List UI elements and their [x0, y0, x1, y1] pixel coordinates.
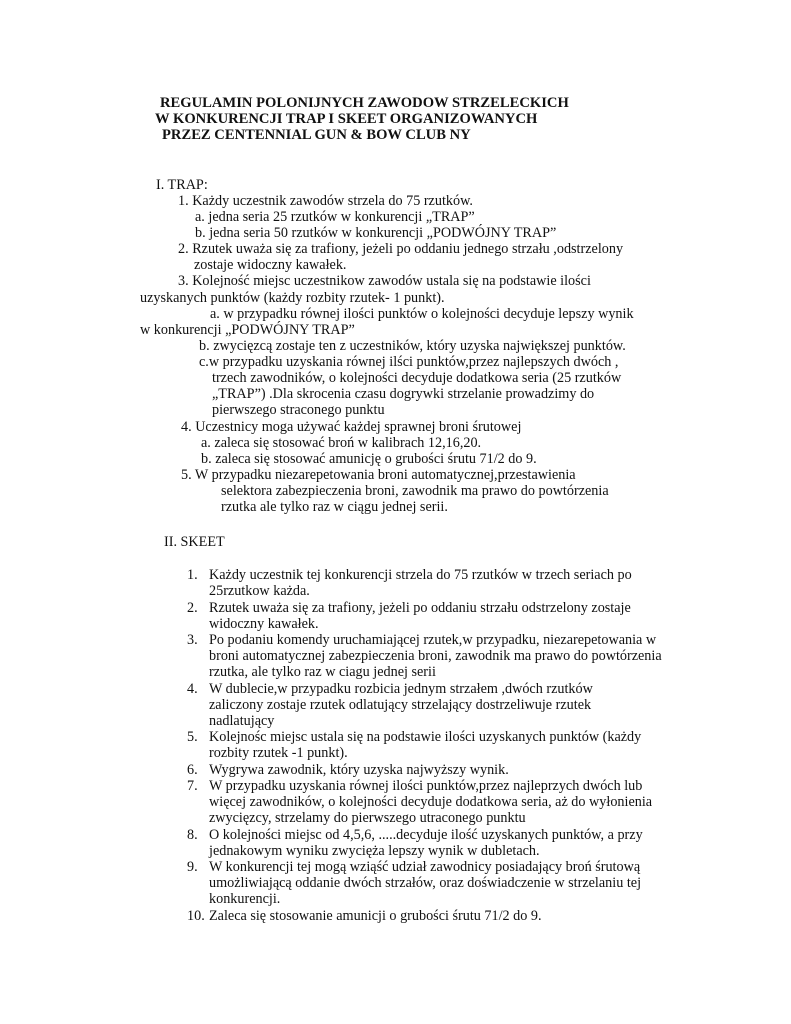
trap-line: 3. Kolejność miejsc uczestnikow zawodów ustala się na podstawie ilości [178, 273, 591, 289]
skeet-line: W przypadku uzyskania równej ilości punktów,przez najleprzych dwóch lub [209, 778, 643, 794]
trap-line: rzutka ale tylko raz w ciągu jednej serii. [221, 499, 448, 515]
skeet-item-number: 2. [187, 600, 198, 616]
skeet-line: nadlatujący [209, 713, 275, 729]
skeet-item-number: 7. [187, 778, 198, 794]
skeet-line: rzutka, ale tylko raz w ciagu jednej serii [209, 664, 436, 680]
trap-line: b. zwycięzcą zostaje ten z uczestników, który uzyska największej punktów. [199, 338, 626, 354]
skeet-line: Rzutek uważa się za trafiony, jeżeli po oddaniu strzału odstrzelony zostaje [209, 600, 631, 616]
trap-line: 5. W przypadku niezarepetowania broni automatycznej,przestawienia [181, 467, 576, 483]
trap-line: pierwszego straconego punktu [212, 402, 385, 418]
title-line-1: REGULAMIN POLONIJNYCH ZAWODOW STRZELECKICH [160, 95, 569, 111]
trap-line: 2. Rzutek uważa się za trafiony, jeżeli po oddaniu jednego strzału ,odstrzelony [178, 241, 624, 257]
trap-line: zostaje widoczny kawałek. [194, 257, 347, 273]
trap-line: b. zaleca się stosować amunicję o grubości śrutu 71/2 do 9. [201, 451, 537, 467]
skeet-line: rozbity rzutek -1 punkt). [209, 745, 348, 761]
skeet-line: O kolejności miejsc od 4,5,6, .....decyduje ilość uzyskanych punktów, a przy [209, 827, 643, 843]
skeet-line: umożliwiającą oddanie dwóch strzałów, oraz doświadczenie w strzelaniu tej [209, 875, 642, 891]
trap-line: a. jedna seria 25 rzutków w konkurencji „TRAP” [195, 209, 475, 225]
skeet-item-number: 10. [187, 908, 205, 924]
trap-line: a. zaleca się stosować broń w kalibrach 12,16,20. [201, 435, 482, 451]
skeet-line: 25rzutkow każda. [209, 583, 310, 599]
trap-line: c.w przypadku uzyskania równej ilści punktów,przez najlepszych dwóch , [199, 354, 619, 370]
skeet-item-number: 4. [187, 681, 198, 697]
skeet-item-number: 5. [187, 729, 198, 745]
trap-line: b. jedna seria 50 rzutków w konkurencji „PODWÓJNY TRAP” [195, 225, 557, 241]
skeet-heading: II. SKEET [164, 534, 225, 550]
skeet-line: Wygrywa zawodnik, który uzyska najwyższy wynik. [209, 762, 509, 778]
skeet-line: zwycięzcy, strzelamy do pierwszego utraconego punktu [209, 810, 526, 826]
trap-line: trzech zawodników, o kolejności decyduje dodatkowa seria (25 rzutków [212, 370, 622, 386]
skeet-line: więcej zawodników, o kolejności decyduje dodatkowa seria, aż do wyłonienia [209, 794, 653, 810]
skeet-line: zaliczony zostaje rzutek odlatujący strzelający dostrzeliwuje rzutek [209, 697, 592, 713]
skeet-line: konkurencji. [209, 891, 281, 907]
skeet-item-number: 1. [187, 567, 198, 583]
skeet-line: Po podaniu komendy uruchamiającej rzutek,w przypadku, niezarepetowania w [209, 632, 657, 648]
skeet-item-number: 6. [187, 762, 198, 778]
skeet-item-number: 3. [187, 632, 198, 648]
skeet-line: widoczny kawałek. [209, 616, 319, 632]
trap-line: a. w przypadku równej ilości punktów o kolejności decyduje lepszy wynik [210, 306, 634, 322]
title-line-3: PRZEZ CENTENNIAL GUN & BOW CLUB NY [162, 127, 471, 143]
skeet-item-number: 8. [187, 827, 198, 843]
trap-line: selektora zabezpieczenia broni, zawodnik ma prawo do powtórzenia [221, 483, 609, 499]
trap-line: 1. Każdy uczestnik zawodów strzela do 75 rzutków. [178, 193, 473, 209]
trap-heading: I. TRAP: [156, 177, 208, 193]
trap-line: uzyskanych punktów (każdy rozbity rzutek- 1 punkt). [140, 290, 445, 306]
skeet-line: Zaleca się stosowanie amunicji o grubości śrutu 71/2 do 9. [209, 908, 542, 924]
trap-line: „TRAP”) .Dla skrocenia czasu dogrywki strzelanie prowadzimy do [212, 386, 595, 402]
skeet-line: Każdy uczestnik tej konkurencji strzela do 75 rzutków w trzech seriach po [209, 567, 632, 583]
skeet-line: jednakowym wyniku zwycięża lepszy wynik w dubletach. [209, 843, 540, 859]
trap-line: w konkurencji „PODWÓJNY TRAP” [140, 322, 355, 338]
title-line-2: W KONKURENCJI TRAP I SKEET ORGANIZOWANYCH [155, 111, 538, 127]
skeet-line: broni automatycznej zabezpieczenia broni, zawodnik ma prawo do powtórzenia [209, 648, 662, 664]
skeet-line: Kolejnośc miejsc ustala się na podstawie ilości uzyskanych punktów (każdy [209, 729, 642, 745]
trap-line: 4. Uczestnicy moga używać każdej sprawnej broni śrutowej [181, 419, 522, 435]
skeet-item-number: 9. [187, 859, 198, 875]
skeet-line: W konkurencji tej mogą wziąść udział zawodnicy posiadający broń śrutową [209, 859, 641, 875]
skeet-line: W dublecie,w przypadku rozbicia jednym strzałem ,dwóch rzutków [209, 681, 593, 697]
